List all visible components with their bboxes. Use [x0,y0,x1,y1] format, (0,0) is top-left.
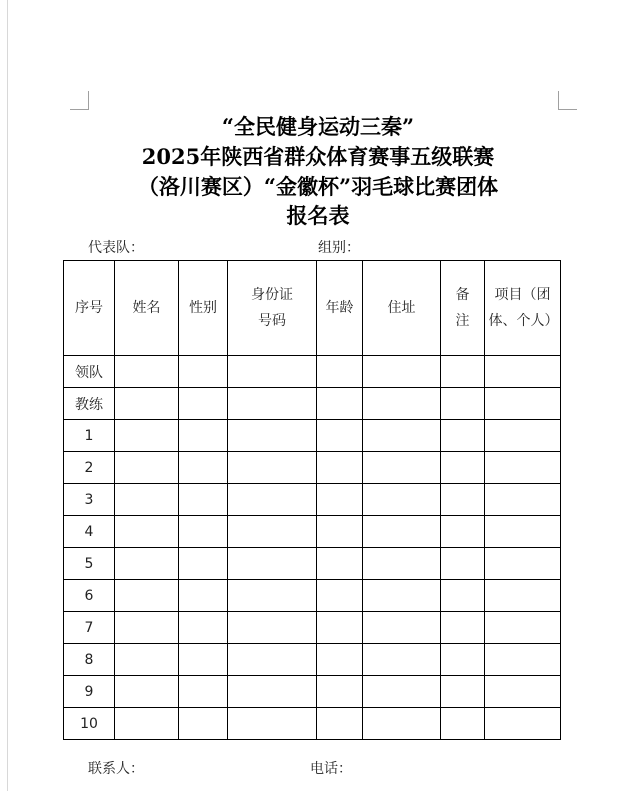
table-cell [363,452,441,484]
table-cell [441,516,485,548]
table-cell [228,612,317,644]
table-cell [441,452,485,484]
table-cell [485,676,561,708]
table-cell [115,452,179,484]
table-row [64,516,561,548]
table-row [64,612,561,644]
table-cell [485,548,561,580]
row-label: 7 [64,612,115,644]
row-label: 3 [64,484,115,516]
table-cell [115,388,179,420]
crop-mark-top-right [558,91,577,110]
contact-label: 联系人： [88,761,144,777]
table-cell [115,420,179,452]
table-cell [228,356,317,388]
table-cell [228,484,317,516]
table-cell [441,676,485,708]
table-cell [363,388,441,420]
table-cell [179,612,228,644]
header-cell-age: 年龄 [317,261,363,356]
header-cell-address: 住址 [363,261,441,356]
table-cell [363,612,441,644]
table-cell [317,708,363,740]
table-cell [115,516,179,548]
table-cell [363,484,441,516]
table-cell [317,644,363,676]
table-cell [179,356,228,388]
table-cell [485,612,561,644]
table-cell [179,580,228,612]
table-cell [179,644,228,676]
title-line-2: 2025年陕西省群众体育赛事五级联赛 [141,144,495,169]
row-label: 领队 [64,356,115,388]
table-cell [441,356,485,388]
table-cell [115,676,179,708]
table-cell [228,548,317,580]
table-cell [228,452,317,484]
row-label: 9 [64,676,115,708]
registration-table [63,260,561,740]
table-row [64,420,561,452]
table-cell [441,708,485,740]
table-row [64,484,561,516]
table-cell [317,420,363,452]
table-cell [485,484,561,516]
table-cell [441,644,485,676]
table-cell [441,484,485,516]
table-cell [179,484,228,516]
table-cell [441,420,485,452]
table-cell [317,452,363,484]
phone-label: 电话： [310,761,352,777]
table-cell [485,420,561,452]
row-label: 2 [64,452,115,484]
table-cell [179,516,228,548]
table-cell [115,356,179,388]
table-cell [228,644,317,676]
table-cell [363,420,441,452]
table-cell [179,676,228,708]
table-cell [115,580,179,612]
row-label: 6 [64,580,115,612]
table-cell [179,708,228,740]
table-cell [179,452,228,484]
table-cell [441,612,485,644]
table-cell [363,676,441,708]
header-cell-gender: 性别 [179,261,228,356]
table-cell [485,644,561,676]
header-cell-remarks: 备注 [441,261,485,356]
table-cell [363,516,441,548]
table-cell [115,644,179,676]
table-cell [228,388,317,420]
table-cell [228,676,317,708]
table-cell [485,580,561,612]
title-line-3: （洛川赛区）“金徽杯”羽毛球比赛团体 [137,174,499,199]
header-cell-index: 序号 [64,261,115,356]
row-label: 1 [64,420,115,452]
table-row [64,548,561,580]
table-cell [179,420,228,452]
header-cell-id-number: 身份证号码 [228,261,317,356]
table-cell [179,388,228,420]
table-cell [363,356,441,388]
table-cell [441,548,485,580]
table-cell [485,708,561,740]
table-cell [363,708,441,740]
table-cell [115,708,179,740]
table-row [64,580,561,612]
table-cell [228,420,317,452]
table-cell [228,708,317,740]
table-row [64,356,561,388]
table-cell [317,612,363,644]
row-label: 10 [64,708,115,740]
table-cell [317,548,363,580]
table-cell [363,548,441,580]
table-cell [228,516,317,548]
table-cell [363,580,441,612]
table-cell [317,580,363,612]
table-row [64,388,561,420]
table-row [64,708,561,740]
title-line-4: 报名表 [286,203,350,228]
table-cell [441,580,485,612]
table-cell [317,388,363,420]
table-row [64,676,561,708]
table-cell [317,676,363,708]
header-cell-event: 项目（团体、个人） [485,261,561,356]
table-row [64,644,561,676]
table-cell [363,644,441,676]
table-cell [441,388,485,420]
table-cell [485,356,561,388]
row-label: 4 [64,516,115,548]
row-label: 8 [64,644,115,676]
row-label: 教练 [64,388,115,420]
table-cell [115,612,179,644]
table-cell [317,516,363,548]
title-line-1: “全民健身运动三秦” [221,114,415,139]
table-cell [485,452,561,484]
table-cell [485,516,561,548]
group-label: 组别： [318,240,360,256]
table-cell [115,484,179,516]
table-cell [317,484,363,516]
table-cell [485,388,561,420]
header-row [64,261,561,356]
table-cell [115,548,179,580]
team-label: 代表队： [88,240,144,256]
row-label: 5 [64,548,115,580]
crop-mark-top-left [70,91,89,110]
header-cell-name: 姓名 [115,261,179,356]
table-cell [228,580,317,612]
table-row [64,452,561,484]
table-cell [317,356,363,388]
table-cell [179,548,228,580]
